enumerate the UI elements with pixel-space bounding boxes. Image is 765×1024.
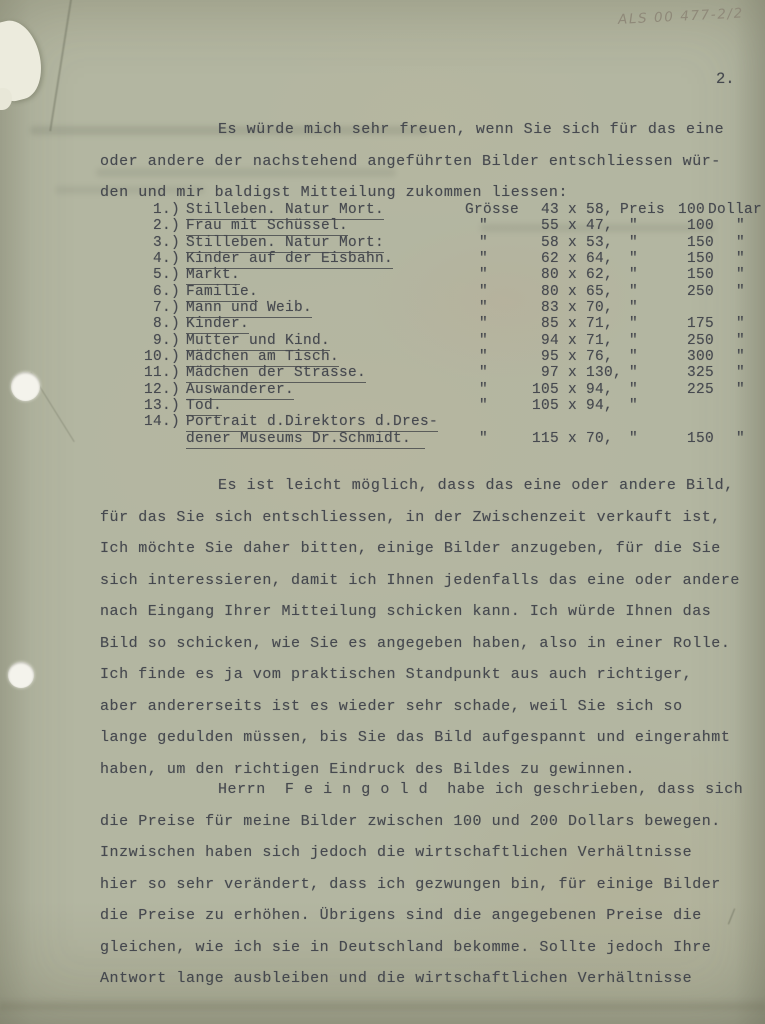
cell: " (736, 430, 746, 447)
cell: 2.) (152, 218, 180, 235)
text-line: den und mir baldigst Mitteilung zukommen liessen: (100, 184, 569, 201)
cell: " (736, 218, 746, 235)
picture-title: Markt. (186, 267, 241, 284)
fold-shadow (0, 998, 765, 1014)
punch-hole (11, 372, 40, 401)
cell: 100 (686, 218, 714, 235)
cell: 83 x 70, (532, 300, 614, 317)
cell (186, 349, 460, 365)
price-list-table (130, 202, 765, 447)
cell: " (479, 218, 489, 235)
text-line: oder andere der nachstehend angeführten Bilder entschliessen wür- (100, 152, 721, 170)
picture-title: Frau mit Schüssel. (186, 218, 349, 235)
price-list-row (130, 382, 765, 398)
cell: 225 (686, 381, 714, 398)
cell: " (629, 234, 639, 251)
text-line: lange gedulden müssen, bis Sie das Bild aufgespannt und eingerahmt (100, 729, 731, 746)
cell: 85 x 71, (532, 316, 614, 333)
picture-title: Mann und Weib. (186, 300, 313, 317)
cell: 100 (677, 202, 705, 218)
cell: " (736, 251, 746, 268)
text-line: Herrn F e i n g o l d habe ich geschrieben, dass sich (218, 781, 744, 798)
cell: 150 (686, 251, 714, 268)
text-line: die Preise zu erhöhen. Übrigens sind die angegebenen Preise die (100, 907, 702, 924)
cell: 95 x 76, (532, 349, 614, 366)
picture-title: Tod. (186, 398, 223, 415)
price-list-row-continued (130, 431, 765, 447)
cell: 12.) (143, 381, 180, 398)
cell: " (736, 349, 746, 366)
cell: " (629, 218, 639, 235)
cell: 325 (686, 365, 714, 382)
price-list-row (130, 333, 765, 349)
torn-corner-small (0, 88, 12, 110)
text-line: Antwort lange ausbleiben und die wirtschaftlichen Verhältnisse (100, 970, 693, 987)
cell: " (629, 430, 639, 447)
price-list-row (130, 316, 765, 332)
cell: 55 x 47, (532, 218, 614, 235)
price-list-row (130, 202, 765, 218)
cell (186, 235, 460, 251)
price-list-row (130, 235, 765, 251)
cell: 58 x 53, (532, 234, 614, 251)
cell: 13.) (143, 398, 180, 415)
price-list-row (130, 218, 765, 234)
intro-paragraph (100, 114, 755, 209)
cell: " (629, 300, 639, 317)
text-line: Es ist leicht möglich, dass das eine oder andere Bild, (218, 477, 734, 494)
picture-title: Kinder auf der Eisbahn. (186, 251, 394, 268)
price-list-row (130, 284, 765, 300)
cell: 11.) (143, 365, 180, 382)
cell (186, 431, 460, 447)
punch-hole (8, 662, 34, 688)
archive-reference-mark: ALS 00 477-2/2 (617, 5, 745, 28)
cell: " (736, 332, 746, 349)
cell (186, 316, 460, 332)
cell: Grösse (465, 202, 520, 218)
cell (186, 333, 460, 349)
cell (186, 267, 460, 283)
cell: 8.) (152, 316, 180, 333)
cell: 105 x 94, (532, 398, 614, 415)
cell: " (736, 283, 746, 300)
cell (186, 300, 460, 316)
page-number: 2. (716, 70, 735, 88)
cell: " (479, 381, 489, 398)
cell: " (629, 316, 639, 333)
picture-title: Mädchen der Strasse. (186, 365, 367, 382)
cell (186, 284, 460, 300)
cell: " (479, 234, 489, 251)
cell: " (479, 349, 489, 366)
price-list-row (130, 414, 765, 430)
cell: 7.) (152, 300, 180, 317)
price-list-row (130, 349, 765, 365)
cell: 6.) (152, 283, 180, 300)
text-line: für das Sie sich entschliessen, in der Zwischenzeit verkauft ist, (100, 508, 721, 526)
crease-line (49, 0, 72, 131)
text-line: Inzwischen haben sich jedoch die wirtschaftlichen Verhältnisse (100, 844, 693, 861)
text-line: haben, um den richtigen Eindruck des Bildes zu gewinnen. (100, 760, 635, 778)
cell (186, 414, 460, 430)
text-line: sich interessieren, damit ich Ihnen jedenfalls das eine oder andere (100, 571, 740, 589)
cell: 300 (686, 349, 714, 366)
cell (186, 365, 460, 381)
body-paragraph-availability (100, 470, 755, 785)
cell (186, 382, 460, 398)
cell: " (736, 267, 746, 284)
text-line: hier so sehr verändert, dass ich gezwungen bin, für einige Bilder (100, 875, 721, 893)
cell: " (736, 365, 746, 382)
picture-title-continued: dener Museums Dr.Schmidt. (186, 431, 425, 449)
cell: 97 x 130, (532, 365, 623, 382)
picture-title: Familie. (186, 283, 259, 300)
text-line: nach Eingang Ihrer Mitteilung schicken kann. Ich würde Ihnen das (100, 603, 712, 620)
cell: " (479, 316, 489, 333)
cell (681, 300, 714, 316)
cell: 43 x 58, (532, 202, 614, 218)
cell: " (736, 316, 746, 333)
text-line: die Preise für meine Bilder zwischen 100 und 200 Dollars bewegen. (100, 812, 721, 830)
text-line: Es würde mich sehr freuen, wenn Sie sich für das eine (218, 121, 725, 138)
cell: 250 (686, 283, 714, 300)
cell: 115 x 70, (532, 430, 614, 447)
picture-title: Mutter und Kind. (186, 332, 331, 349)
cell: 175 (686, 316, 714, 333)
price-list-row (130, 398, 765, 414)
picture-title: Auswanderer. (186, 381, 295, 398)
text-line: Ich finde es ja vom praktischen Standpunkt aus auch richtiger, (100, 666, 693, 683)
text-line: Ich möchte Sie daher bitten, einige Bilder anzugeben, für die Sie (100, 540, 721, 557)
price-list-row (130, 267, 765, 283)
cell: 80 x 62, (532, 267, 614, 284)
cell: 250 (686, 332, 714, 349)
cell: " (479, 283, 489, 300)
cell (681, 398, 714, 414)
cell: " (479, 332, 489, 349)
picture-title: Kinder. (186, 316, 250, 333)
cell: " (479, 251, 489, 268)
cell: " (629, 251, 639, 268)
cell: " (479, 365, 489, 382)
cell (186, 218, 460, 234)
cell: " (479, 300, 489, 317)
text-line: aber andererseits ist es wieder sehr schade, weil Sie sich so (100, 697, 683, 715)
cell: Dollar (708, 202, 763, 218)
cell (186, 202, 460, 218)
cell (130, 431, 186, 447)
price-list-row (130, 251, 765, 267)
cell: " (629, 381, 639, 398)
cell: 150 (686, 430, 714, 447)
cell (186, 398, 460, 414)
cell: 105 x 94, (532, 381, 614, 398)
text-line: Bild so schicken, wie Sie es angegeben haben, also in einer Rolle. (100, 634, 731, 652)
cell (186, 251, 460, 267)
cell: " (736, 234, 746, 251)
cell: 1.) (152, 202, 180, 218)
cell: 14.) (143, 414, 180, 431)
cell: 5.) (152, 267, 180, 284)
picture-title: Mädchen am Tisch. (186, 349, 340, 366)
picture-title: Portrait d.Direktors d.Dres- (186, 414, 439, 431)
cell: " (629, 283, 639, 300)
cell: 9.) (152, 332, 180, 349)
cell: " (629, 365, 639, 382)
cell: " (629, 398, 639, 415)
picture-title: Stilleben. Natur Mort: (186, 234, 385, 251)
cell: " (629, 332, 639, 349)
cell: 94 x 71, (532, 332, 614, 349)
cell (714, 398, 765, 414)
cell: " (479, 398, 489, 415)
cell: 150 (686, 234, 714, 251)
cell: 150 (686, 267, 714, 284)
picture-title: Stilleben. Natur Mort. (186, 202, 385, 218)
text-line: gleichen, wie ich sie in Deutschland bekomme. Sollte jedoch Ihre (100, 938, 712, 956)
cell: " (479, 267, 489, 284)
cell: " (629, 267, 639, 284)
price-list-row (130, 300, 765, 316)
cell: 3.) (152, 234, 180, 251)
price-list-row (130, 365, 765, 381)
cell (714, 300, 765, 316)
cell: Preis (620, 202, 666, 218)
cell: " (736, 381, 746, 398)
cell: 80 x 65, (532, 283, 614, 300)
cell: 62 x 64, (532, 251, 614, 268)
body-paragraph-feingold (100, 774, 755, 995)
cell: 10.) (143, 349, 180, 366)
cell: " (479, 430, 489, 447)
cell: " (629, 349, 639, 366)
cell: 4.) (152, 251, 180, 268)
